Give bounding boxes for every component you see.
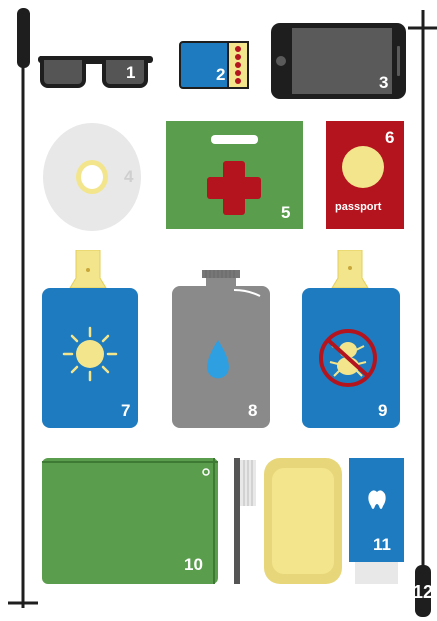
left-rod [8,8,38,618]
item-number-3: 3 [379,73,389,92]
smartphone [270,22,407,100]
toothpaste [349,458,404,584]
item-number-2: 2 [216,65,226,84]
water-bottle [172,270,270,428]
toothbrush-icon [232,458,258,584]
item-number-6: 6 [385,128,395,147]
item-number-4: 4 [124,167,134,186]
item-number-1: 1 [126,63,136,82]
cd [42,122,142,232]
item-number-5: 5 [281,203,291,222]
passport [326,121,404,229]
soap [264,458,342,584]
insect-repellent [302,250,400,428]
toiletry-bag [42,458,218,584]
item-number-9: 9 [378,401,388,420]
first-aid-kit [166,121,303,229]
item-number-10: 10 [184,555,203,574]
right-rod [408,10,437,620]
sunscreen [42,250,138,428]
sunglasses-icon [38,50,153,95]
sunglasses [38,50,153,95]
toothpaste-icon [349,458,404,584]
matches [178,40,250,90]
item-number-12: 12 [413,582,434,602]
soap-icon [264,458,342,584]
matchbox-icon [178,40,250,90]
item-number-8: 8 [248,401,258,420]
item-number-11: 11 [373,535,391,554]
toothbrush [232,458,258,584]
passport-label: passport [335,201,382,213]
item-number-7: 7 [121,401,131,420]
